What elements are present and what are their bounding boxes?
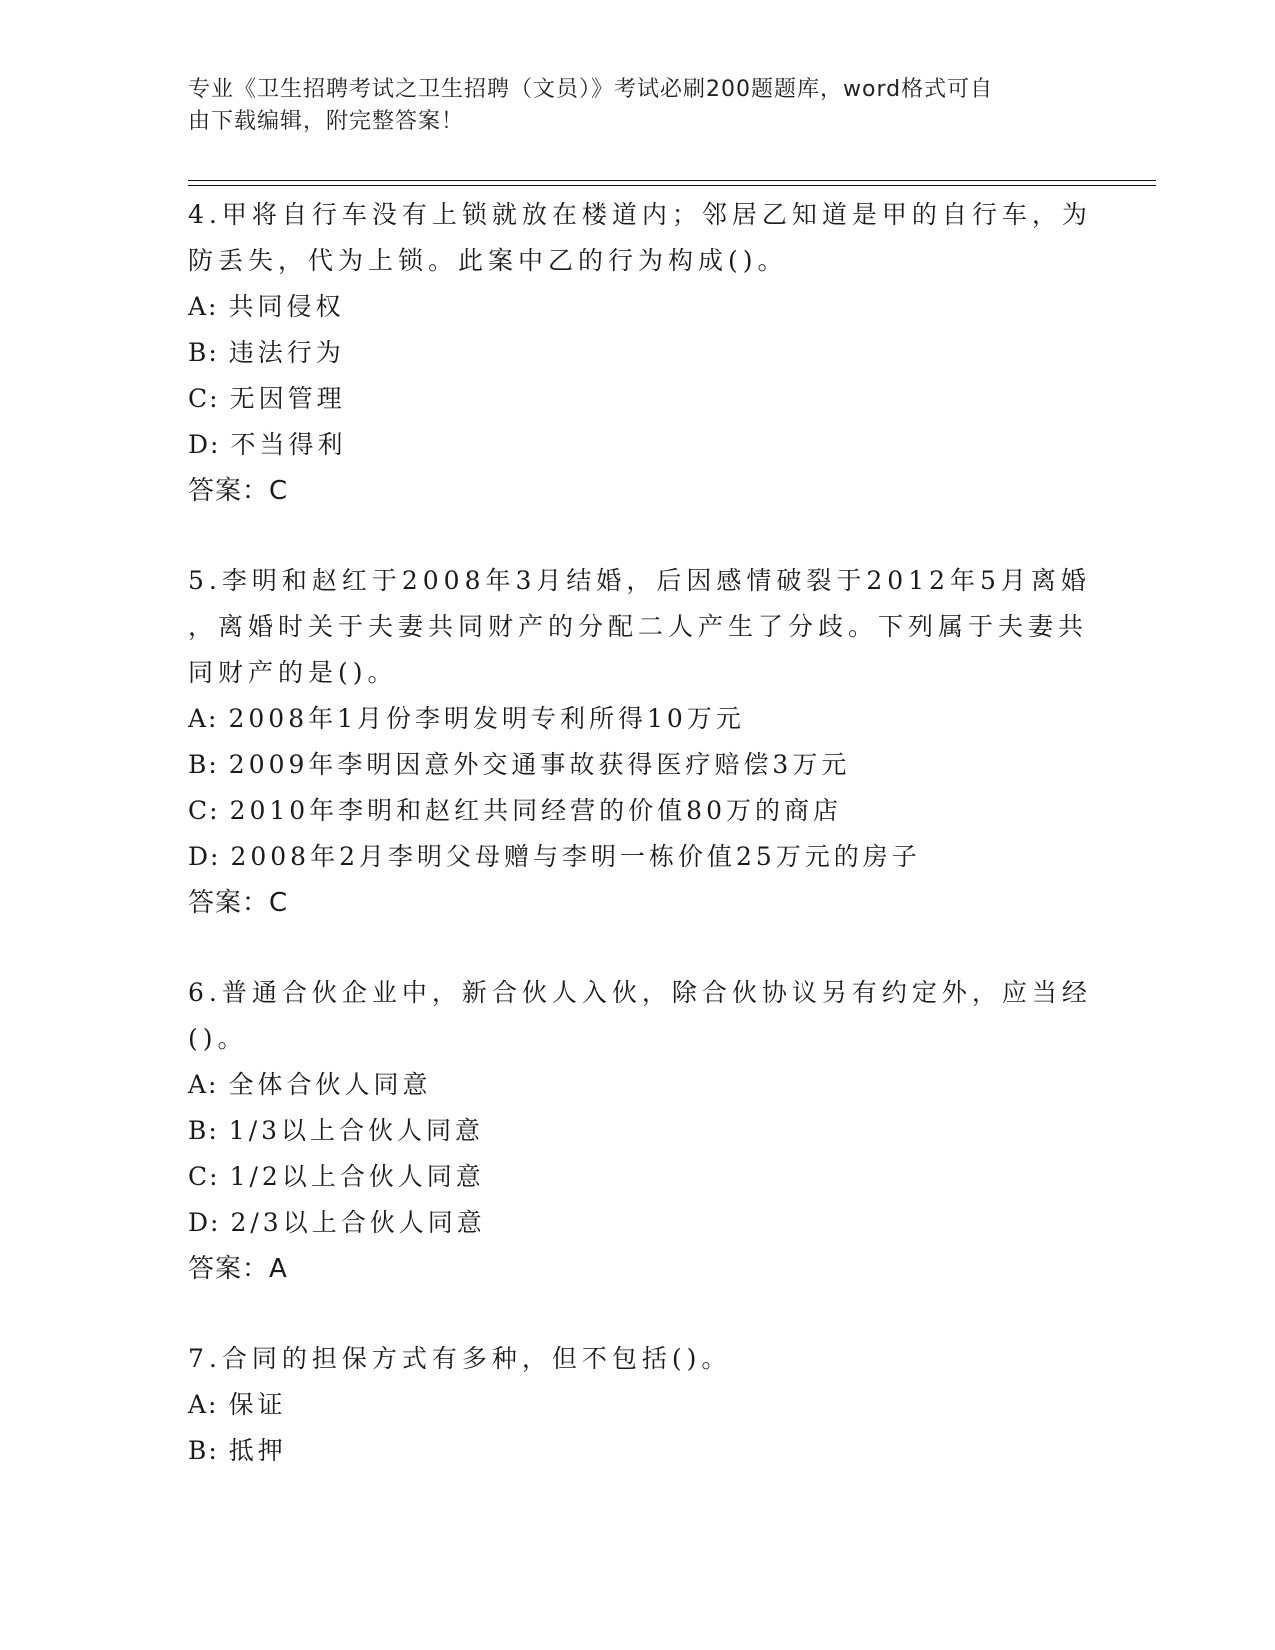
answer-option	[188, 1428, 1068, 1474]
option-text: 2010年李明和赵红共同经营的价值80万的商店	[229, 796, 842, 825]
answer-key: 答案：C	[188, 888, 289, 918]
option-text: 2009年李明因意外交通事故获得医疗赔偿3万元	[228, 750, 851, 779]
option-letter: C:	[188, 796, 220, 825]
question-stem-line: 4.甲将自行车没有上锁就放在楼道内；邻居乙知道是甲的自行车，为	[188, 200, 1092, 229]
answer-option	[188, 330, 1068, 376]
answer-option	[188, 696, 1068, 742]
option-text: 2/3以上合伙人同意	[230, 1208, 486, 1237]
option-letter: C:	[188, 1162, 220, 1191]
answer-option	[188, 376, 1068, 422]
question-list	[188, 192, 1092, 1518]
question-stem-line: 5.李明和赵红于2008年3月结婚，后因感情破裂于2012年5月离婚	[188, 566, 1091, 595]
question-block	[188, 970, 1092, 1292]
question-stem-line: ，离婚时关于夫妻共同财产的分配二人产生了分歧。下列属于夫妻共	[188, 612, 1089, 641]
question-stem-line: 6.普通合伙企业中，新合伙人入伙，除合伙协议另有约定外，应当经	[188, 978, 1092, 1007]
option-text: 2008年1月份李明发明专利所得10万元	[228, 704, 745, 733]
question-block	[188, 192, 1092, 514]
header-line-1: 专业《卫生招聘考试之卫生招聘（文员）》考试必刷200题题库，word格式可自	[188, 77, 994, 102]
question-stem-line: 防丢失，代为上锁。此案中乙的行为构成()。	[188, 246, 788, 275]
option-text: 全体合伙人同意	[228, 1070, 432, 1099]
answer-key: 答案：A	[188, 1254, 288, 1284]
question-stem-line: 同财产的是()。	[188, 658, 398, 687]
option-text: 1/2以上合伙人同意	[229, 1162, 485, 1191]
option-text: 不当得利	[230, 430, 347, 459]
document-header	[188, 74, 1068, 138]
option-letter: A:	[188, 1390, 219, 1419]
option-letter: B:	[188, 1116, 219, 1145]
answer-option	[188, 1154, 1068, 1200]
option-text: 共同侵权	[228, 292, 345, 321]
option-letter: B:	[188, 750, 219, 779]
option-letter: D:	[188, 842, 221, 871]
option-text: 1/3以上合伙人同意	[228, 1116, 485, 1145]
answer-option	[188, 788, 1068, 834]
answer-option	[188, 1200, 1068, 1246]
header-divider-top	[188, 180, 1156, 181]
option-text: 保证	[228, 1390, 287, 1419]
header-divider-bottom	[188, 185, 1156, 186]
answer-key: 答案：C	[188, 476, 289, 506]
answer-option	[188, 1108, 1068, 1154]
option-text: 抵押	[228, 1436, 287, 1465]
option-letter: B:	[188, 1436, 219, 1465]
option-letter: A:	[188, 292, 219, 321]
question-stem-line: 7.合同的担保方式有多种，但不包括()。	[188, 1344, 732, 1373]
option-text: 2008年2月李明父母赠与李明一栋价值25万元的房子	[230, 842, 921, 871]
question-block	[188, 1336, 1068, 1474]
question-stem-line: ()。	[188, 1024, 248, 1053]
answer-option	[188, 834, 1068, 880]
answer-option	[188, 422, 1068, 468]
option-letter: A:	[188, 1070, 219, 1099]
option-letter: B:	[188, 338, 219, 367]
option-letter: A:	[188, 704, 219, 733]
option-letter: D:	[188, 1208, 221, 1237]
answer-option	[188, 284, 1068, 330]
answer-option	[188, 742, 1068, 788]
option-text: 违法行为	[228, 338, 345, 367]
question-block	[188, 558, 1091, 926]
option-text: 无因管理	[229, 384, 346, 413]
answer-option	[188, 1062, 1068, 1108]
option-letter: D:	[188, 430, 221, 459]
header-line-2: 由下载编辑，附完整答案！	[188, 109, 465, 134]
option-letter: C:	[188, 384, 220, 413]
answer-option	[188, 1382, 1068, 1428]
